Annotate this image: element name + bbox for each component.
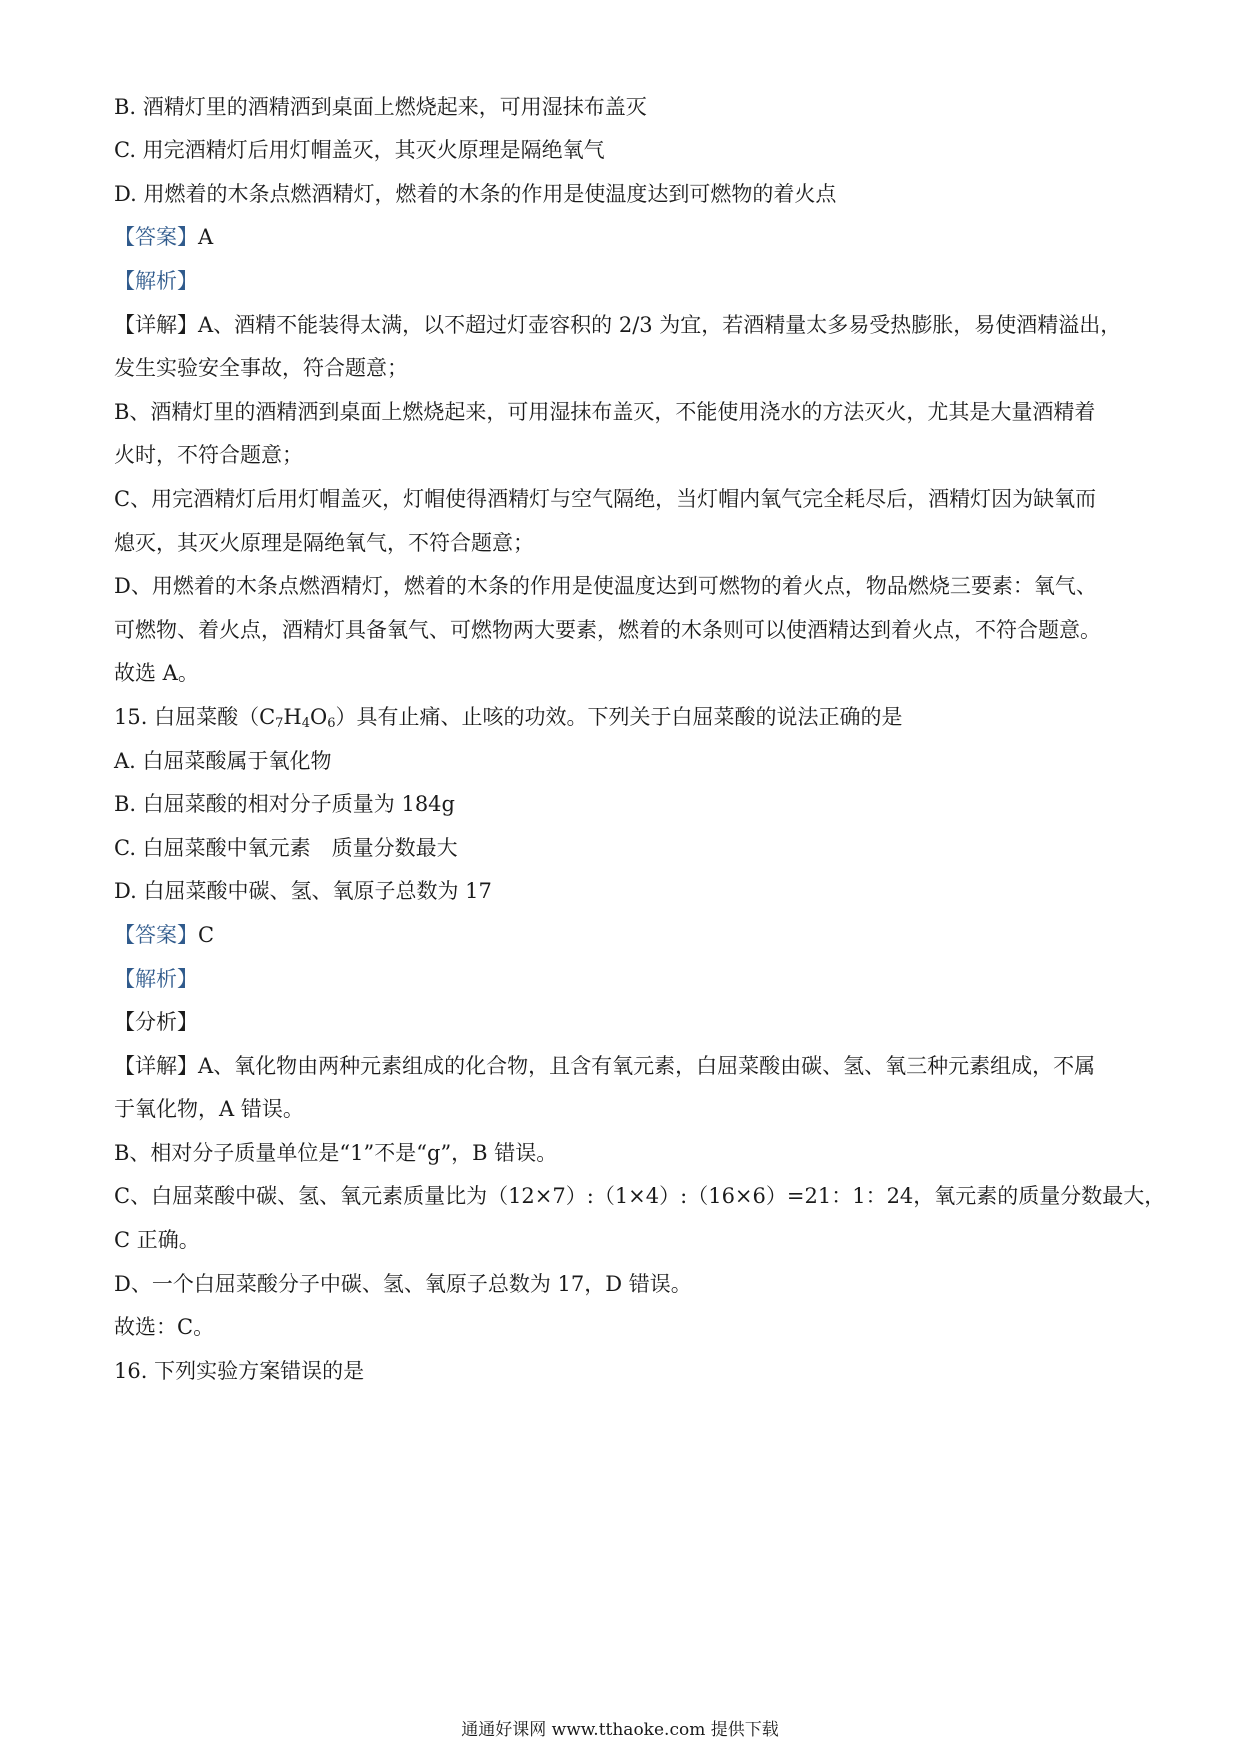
- q15-answer-line: [114, 920, 1144, 950]
- q14-detail-a-2: 发生实验安全事故，符合题意；: [114, 356, 408, 380]
- q15-option-d: D. 白屈菜酸中碳、氢、氧原子总数为 17: [114, 879, 492, 903]
- q15-detail-b: B、相对分子质量单位是“1”不是“g”，B 错误。: [114, 1141, 558, 1165]
- q14-analysis-tag: [114, 266, 1144, 296]
- q14-answer: A: [198, 225, 214, 249]
- q15-detail-c-1: C、白屈菜酸中碳、氢、氧元素质量比为（12×7）:（1×4）:（16×6）=21：1：24，氧元素的质量分数最大，: [114, 1184, 1166, 1208]
- q15-fenxi-tag: 【分析】: [114, 1010, 198, 1034]
- q16-stem: 16. 下列实验方案错误的是: [114, 1359, 365, 1383]
- q14-detail-b-2: 火时，不符合题意；: [114, 443, 303, 467]
- answer-tag: 【答案】: [114, 225, 198, 249]
- q14-answer-line: [114, 222, 1144, 252]
- q15-detail-d: D、一个白屈菜酸分子中碳、氢、氧原子总数为 17，D 错误。: [114, 1272, 692, 1296]
- q15-sub-h: 4: [301, 716, 311, 731]
- q15-stem-suffix: ）具有止痛、止咳的功效。下列关于白屈菜酸的说法正确的是: [335, 705, 903, 729]
- q15-h: H: [283, 705, 302, 729]
- q15-detail-c-2: C 正确。: [114, 1228, 200, 1252]
- q14-option-c: C. 用完酒精灯后用灯帽盖灭，其灭火原理是隔绝氧气: [114, 138, 605, 162]
- q15-stem-prefix: 15. 白屈菜酸（C: [114, 705, 276, 729]
- answer-tag: 【答案】: [114, 923, 198, 947]
- q15-detail-a-2: 于氧化物，A 错误。: [114, 1097, 304, 1121]
- q15-option-c: C. 白屈菜酸中氧元素 质量分数最大: [114, 836, 458, 860]
- detail-tag: 【详解】: [114, 313, 198, 337]
- q14-detail-c-2: 熄灭，其灭火原理是隔绝氧气，不符合题意；: [114, 531, 534, 555]
- q15-conclusion: 故选：C。: [114, 1315, 215, 1339]
- analysis-tag: 【解析】: [114, 967, 198, 991]
- q15-option-a: A. 白屈菜酸属于氧化物: [114, 749, 332, 773]
- q14-conclusion: 故选 A。: [114, 661, 199, 685]
- q15-sub-o: 6: [327, 716, 336, 731]
- q15-answer: C: [198, 923, 215, 947]
- q15-sub-c: 7: [275, 716, 284, 731]
- q15-analysis-tag: [114, 964, 1144, 994]
- q14-detail-d-1: D、用燃着的木条点燃酒精灯，燃着的木条的作用是使温度达到可燃物的着火点，物品燃烧三要素：氧气、: [114, 574, 1097, 598]
- q15-option-b: B. 白屈菜酸的相对分子质量为 184g: [114, 792, 455, 816]
- q14-detail-d-2: 可燃物、着火点，酒精灯具备氧气、可燃物两大要素，燃着的木条则可以使酒精达到着火点，不符合题意。: [114, 618, 1101, 642]
- q15-detail-a-line-1: [114, 1051, 1144, 1081]
- q14-detail-b-1: B、酒精灯里的酒精洒到桌面上燃烧起来，可用湿抹布盖灭，不能使用浇水的方法灭火，尤其是大量酒精着: [114, 400, 1096, 424]
- analysis-tag: 【解析】: [114, 269, 198, 293]
- q14-option-d: D. 用燃着的木条点燃酒精灯，燃着的木条的作用是使温度达到可燃物的着火点: [114, 182, 837, 206]
- q15-o: O: [310, 705, 328, 729]
- q14-detail-a-1: A、酒精不能装得太满，以不超过灯壶容积的 2/3 为宜，若酒精量太多易受热膨胀，易使酒精溢出，: [198, 313, 1122, 337]
- q14-detail-c-1: C、用完酒精灯后用灯帽盖灭，灯帽使得酒精灯与空气隔绝，当灯帽内氧气完全耗尽后，酒精灯因为缺氧而: [114, 487, 1097, 511]
- q14-detail-a-line-1: [114, 310, 1144, 340]
- q14-option-b: B. 酒精灯里的酒精洒到桌面上燃烧起来，可用湿抹布盖灭: [114, 95, 647, 119]
- detail-tag: 【详解】: [114, 1054, 198, 1078]
- q15-detail-a-1: A、氧化物由两种元素组成的化合物，且含有氧元素，白屈菜酸由碳、氢、氧三种元素组成，不属: [198, 1054, 1096, 1078]
- q15-stem: [114, 702, 1144, 732]
- page-footer: 通通好课网 www.tthaoke.com 提供下载: [461, 1720, 779, 1740]
